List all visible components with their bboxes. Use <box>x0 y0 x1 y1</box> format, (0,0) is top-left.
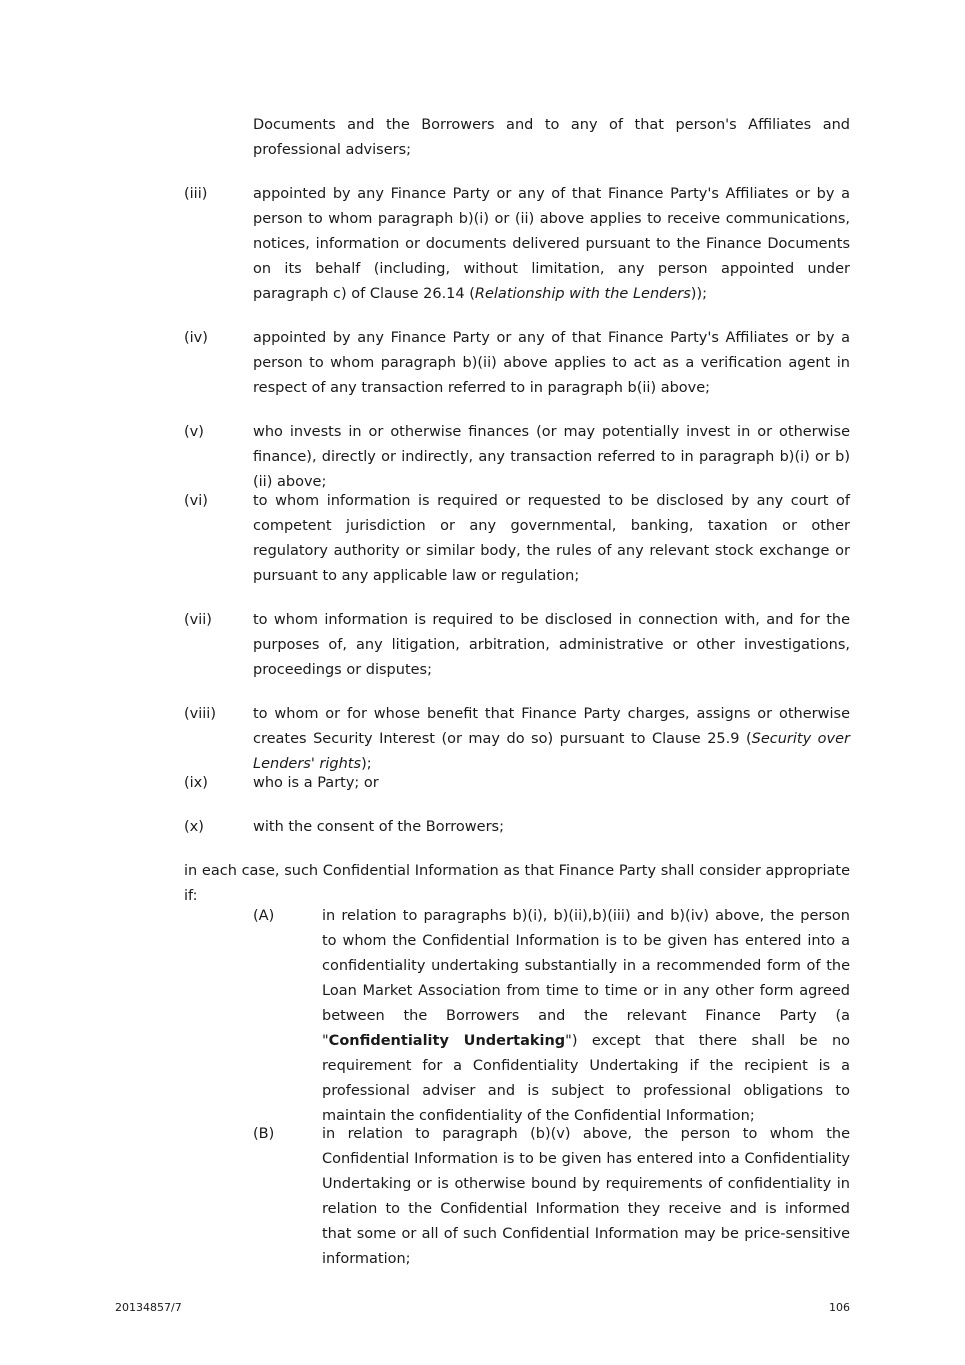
item-label: (iii) <box>184 186 208 202</box>
clause-title: Security over Lenders' rights <box>253 731 850 772</box>
item-text: appointed by any Finance Party or any of that Finance Party's Affiliates or by a person to whom paragraph b)(i) or (ii) above applies to receive communications, notices, information or documents delivered pursuant to the Finance Documents on its behalf (including, without limitation, any person appointed under paragraph c) of Clause 26.14 (Relationship with the Lenders)); <box>253 186 850 302</box>
item-text: to whom information is required or requested to be disclosed by any court of competent jurisdiction or any governmental, banking, taxation or other regulatory authority or similar body, the rules of any relevant stock exchange or pursuant to any applicable law or regulation; <box>253 493 850 584</box>
continuation-paragraph: Documents and the Borrowers and to any of that person's Affiliates and professional advisers; <box>253 117 850 158</box>
defined-term: Confidentiality Undertaking <box>328 1033 566 1049</box>
item-label: (viii) <box>184 706 216 722</box>
item-text: to whom information is required to be disclosed in connection with, and for the purposes of, any litigation, arbitration, administrative or other investigations, proceedings or disputes; <box>253 612 850 678</box>
clause-title: Relationship with the Lenders <box>474 286 691 302</box>
subitem-text: in relation to paragraph (b)(v) above, the person to whom the Confidential Information is to be given has entered into a Confidentiality Undertaking or is otherwise bound by requirements of confidentiality in relation to the Confidential Information they receive and is informed that some or all of such Confidential Information may be price-sensitive information; <box>322 1126 850 1267</box>
footer-doc-ref: 20134857/7 <box>115 1301 182 1314</box>
subitem-label: (A) <box>253 908 275 924</box>
footer-page-number: 106 <box>829 1301 850 1314</box>
item-text: to whom or for whose benefit that Finance Party charges, assigns or otherwise creates Security Interest (or may do so) pursuant to Clause 25.9 (Security over Lenders' rights); <box>253 706 850 772</box>
item-text: who is a Party; or <box>253 775 379 791</box>
item-label: (vi) <box>184 493 208 509</box>
item-label: (ix) <box>184 775 208 791</box>
subitem-text: in relation to paragraphs b)(i), b)(ii),b)(iii) and b)(iv) above, the person to whom the Confidential Information is to be given has entered into a confidentiality undertaking substantially in a recommended form of the Loan Market Association from time to time or in any other form agreed between the Borrowers and the relevant Finance Party (a "Confidentiality Undertaking") except that there shall be no requirement for a Confidentiality Undertaking if the recipient is a professional adviser and is subject to professional obligations to maintain the confidentiality of the Confidential Information; <box>322 908 850 1124</box>
item-label: (x) <box>184 819 204 835</box>
item-text: who invests in or otherwise finances (or may potentially invest in or otherwise finance), directly or indirectly, any transaction referred to in paragraph b)(i) or b)(ii) above; <box>253 424 850 490</box>
summary-paragraph: in each case, such Confidential Information as that Finance Party shall consider appropriate if: <box>184 863 850 904</box>
item-label: (vii) <box>184 612 212 628</box>
item-label: (v) <box>184 424 204 440</box>
item-text: appointed by any Finance Party or any of that Finance Party's Affiliates or by a person to whom paragraph b)(ii) above applies to act as a verification agent in respect of any transaction referred to in paragraph b(ii) above; <box>253 330 850 396</box>
subitem-label: (B) <box>253 1126 275 1142</box>
item-label: (iv) <box>184 330 208 346</box>
item-text: with the consent of the Borrowers; <box>253 819 504 835</box>
